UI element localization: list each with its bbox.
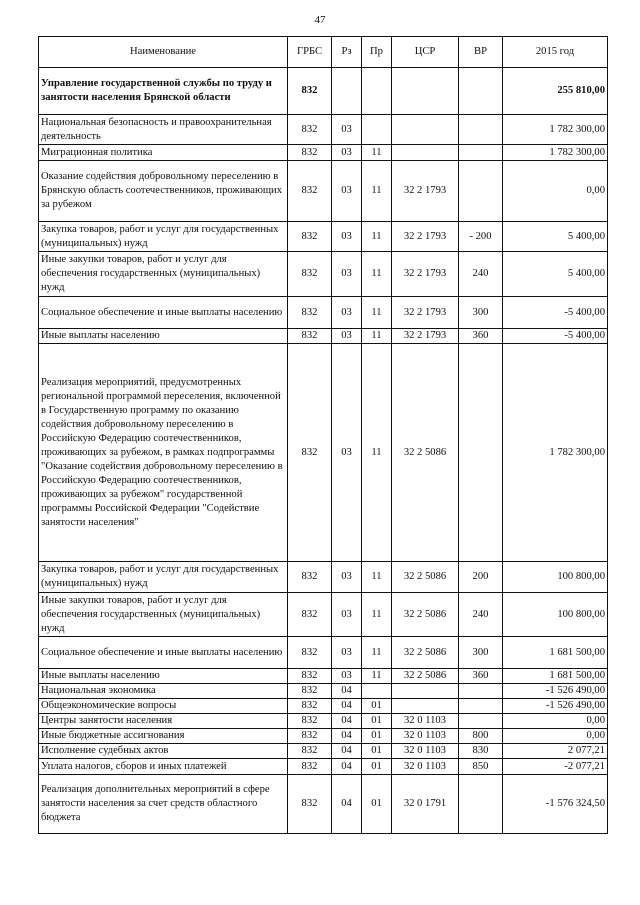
cell-grbs: 832 (288, 775, 332, 834)
cell-vr: 300 (459, 637, 503, 669)
cell-csr: 32 2 1793 (392, 161, 459, 222)
cell-amount: -1 526 490,00 (503, 699, 608, 714)
cell-vr: 240 (459, 593, 503, 637)
cell-vr: 850 (459, 759, 503, 775)
cell-grbs: 832 (288, 562, 332, 593)
cell-rz: 04 (332, 759, 362, 775)
table-row (39, 252, 608, 297)
cell-csr (392, 684, 459, 699)
cell-amount: -1 576 324,50 (503, 775, 608, 834)
cell-csr (392, 699, 459, 714)
cell-grbs: 832 (288, 297, 332, 329)
table-row (39, 297, 608, 329)
cell-vr (459, 699, 503, 714)
cell-csr: 32 2 1793 (392, 222, 459, 252)
cell-rz: 03 (332, 329, 362, 344)
cell-rz: 03 (332, 593, 362, 637)
cell-rz: 03 (332, 562, 362, 593)
cell-name: Центры занятости населения (39, 714, 288, 729)
cell-vr (459, 161, 503, 222)
cell-csr: 32 0 1103 (392, 714, 459, 729)
cell-amount: 5 400,00 (503, 252, 608, 297)
table-row (39, 729, 608, 744)
cell-pr (362, 115, 392, 145)
cell-amount: -5 400,00 (503, 329, 608, 344)
cell-name: Иные бюджетные ассигнования (39, 729, 288, 744)
cell-amount: 1 681 500,00 (503, 637, 608, 669)
cell-csr: 32 2 5086 (392, 593, 459, 637)
cell-name: Иные закупки товаров, работ и услуг для обеспечения государственных (муниципальных) нужд (39, 252, 288, 297)
cell-pr: 11 (362, 222, 392, 252)
cell-name: Уплата налогов, сборов и иных платежей (39, 759, 288, 775)
cell-grbs: 832 (288, 222, 332, 252)
cell-name: Социальное обеспечение и иные выплаты населению (39, 637, 288, 669)
cell-name: Исполнение судебных актов (39, 744, 288, 759)
table-header-row (39, 37, 608, 68)
cell-csr: 32 2 5086 (392, 562, 459, 593)
cell-name: Общеэкономические вопросы (39, 699, 288, 714)
cell-grbs: 832 (288, 115, 332, 145)
cell-amount: -5 400,00 (503, 297, 608, 329)
cell-vr: - 200 (459, 222, 503, 252)
cell-name: Социальное обеспечение и иные выплаты населению (39, 297, 288, 329)
cell-rz (332, 68, 362, 115)
cell-grbs: 832 (288, 593, 332, 637)
cell-csr: 32 0 1791 (392, 775, 459, 834)
cell-grbs: 832 (288, 759, 332, 775)
table-row (39, 222, 608, 252)
cell-vr (459, 115, 503, 145)
cell-name: Управление государственной службы по труду и занятости населения Брянской области (39, 68, 288, 115)
cell-rz: 03 (332, 252, 362, 297)
table-row (39, 68, 608, 115)
cell-rz: 03 (332, 222, 362, 252)
header-csr: ЦСР (392, 37, 459, 68)
cell-pr: 11 (362, 145, 392, 161)
cell-rz: 03 (332, 669, 362, 684)
cell-pr: 11 (362, 637, 392, 669)
cell-pr: 01 (362, 759, 392, 775)
cell-grbs: 832 (288, 684, 332, 699)
table-row (39, 775, 608, 834)
cell-grbs: 832 (288, 145, 332, 161)
cell-vr (459, 684, 503, 699)
cell-name: Миграционная политика (39, 145, 288, 161)
cell-pr: 01 (362, 729, 392, 744)
table-row (39, 161, 608, 222)
cell-pr: 11 (362, 252, 392, 297)
table-row (39, 637, 608, 669)
cell-pr (362, 68, 392, 115)
cell-amount: 1 681 500,00 (503, 669, 608, 684)
cell-grbs: 832 (288, 637, 332, 669)
cell-rz: 03 (332, 344, 362, 562)
cell-pr: 11 (362, 562, 392, 593)
table-row (39, 759, 608, 775)
cell-grbs: 832 (288, 329, 332, 344)
cell-csr: 32 2 1793 (392, 329, 459, 344)
cell-grbs: 832 (288, 729, 332, 744)
cell-name: Иные выплаты населению (39, 329, 288, 344)
table-row (39, 115, 608, 145)
cell-amount: 0,00 (503, 161, 608, 222)
cell-csr: 32 0 1103 (392, 759, 459, 775)
cell-csr: 32 2 1793 (392, 252, 459, 297)
cell-csr: 32 0 1103 (392, 729, 459, 744)
cell-name: Иные выплаты населению (39, 669, 288, 684)
cell-csr: 32 2 5086 (392, 669, 459, 684)
cell-amount: 100 800,00 (503, 593, 608, 637)
cell-csr: 32 0 1103 (392, 744, 459, 759)
cell-amount: -2 077,21 (503, 759, 608, 775)
header-pr: Пр (362, 37, 392, 68)
cell-amount: 1 782 300,00 (503, 145, 608, 161)
cell-pr: 11 (362, 669, 392, 684)
cell-name: Закупка товаров, работ и услуг для государственных (муниципальных) нужд (39, 222, 288, 252)
cell-rz: 04 (332, 729, 362, 744)
page-number: 47 (314, 14, 326, 26)
cell-csr: 32 2 5086 (392, 637, 459, 669)
cell-rz: 03 (332, 637, 362, 669)
cell-grbs: 832 (288, 161, 332, 222)
cell-pr: 01 (362, 699, 392, 714)
cell-grbs: 832 (288, 714, 332, 729)
cell-amount: 255 810,00 (503, 68, 608, 115)
cell-rz: 03 (332, 297, 362, 329)
budget-table (38, 36, 608, 834)
cell-csr: 32 2 5086 (392, 344, 459, 562)
cell-amount: 0,00 (503, 714, 608, 729)
table-row (39, 329, 608, 344)
cell-name: Реализация мероприятий, предусмотренных региональной программой переселения, включенной в Государственную программу по оказанию содействия добровольному переселению в Российскую Федерацию соотечественников, проживающих за рубежом, в рамках подпрограммы "Оказание содействия добровольному переселению в Российскую Федерацию соотечественников, проживающих за рубежом" государственной программы Российской Федерации "Содействие занятости населения" (39, 344, 288, 562)
cell-rz: 03 (332, 161, 362, 222)
table-row (39, 145, 608, 161)
cell-vr (459, 775, 503, 834)
cell-rz: 04 (332, 684, 362, 699)
cell-name: Закупка товаров, работ и услуг для государственных (муниципальных) нужд (39, 562, 288, 593)
cell-amount: 0,00 (503, 729, 608, 744)
table-row (39, 593, 608, 637)
cell-pr: 11 (362, 329, 392, 344)
table-row (39, 562, 608, 593)
cell-amount: -1 526 490,00 (503, 684, 608, 699)
header-name: Наименование (39, 37, 288, 68)
header-rz: Рз (332, 37, 362, 68)
cell-name: Реализация дополнительных мероприятий в сфере занятости населения за счет средств областного бюджета (39, 775, 288, 834)
cell-rz: 04 (332, 714, 362, 729)
cell-rz: 04 (332, 744, 362, 759)
cell-csr (392, 115, 459, 145)
cell-rz: 03 (332, 115, 362, 145)
cell-grbs: 832 (288, 699, 332, 714)
cell-rz: 04 (332, 699, 362, 714)
cell-vr: 830 (459, 744, 503, 759)
cell-vr: 300 (459, 297, 503, 329)
cell-pr (362, 684, 392, 699)
cell-vr: 800 (459, 729, 503, 744)
cell-amount: 2 077,21 (503, 744, 608, 759)
table-row (39, 344, 608, 562)
cell-rz: 03 (332, 145, 362, 161)
cell-grbs: 832 (288, 669, 332, 684)
cell-vr (459, 714, 503, 729)
cell-rz: 04 (332, 775, 362, 834)
cell-grbs: 832 (288, 252, 332, 297)
cell-vr: 360 (459, 329, 503, 344)
header-grbs: ГРБС (288, 37, 332, 68)
cell-pr: 11 (362, 161, 392, 222)
table-row (39, 714, 608, 729)
cell-name: Оказание содействия добровольному переселению в Брянскую область соотечественников, проживающих за рубежом (39, 161, 288, 222)
cell-csr (392, 145, 459, 161)
cell-vr (459, 68, 503, 115)
table-row (39, 699, 608, 714)
cell-amount: 5 400,00 (503, 222, 608, 252)
cell-name: Иные закупки товаров, работ и услуг для обеспечения государственных (муниципальных) нужд (39, 593, 288, 637)
table-body (39, 68, 608, 834)
header-year: 2015 год (503, 37, 608, 68)
cell-pr: 01 (362, 744, 392, 759)
cell-csr: 32 2 1793 (392, 297, 459, 329)
cell-pr: 11 (362, 593, 392, 637)
cell-amount: 1 782 300,00 (503, 115, 608, 145)
cell-vr: 200 (459, 562, 503, 593)
cell-pr: 11 (362, 297, 392, 329)
table-row (39, 684, 608, 699)
table-row (39, 669, 608, 684)
cell-vr: 240 (459, 252, 503, 297)
cell-vr: 360 (459, 669, 503, 684)
header-vr: ВР (459, 37, 503, 68)
cell-pr: 11 (362, 344, 392, 562)
cell-name: Национальная безопасность и правоохранительная деятельность (39, 115, 288, 145)
cell-amount: 1 782 300,00 (503, 344, 608, 562)
cell-pr: 01 (362, 714, 392, 729)
cell-vr (459, 344, 503, 562)
cell-amount: 100 800,00 (503, 562, 608, 593)
cell-grbs: 832 (288, 344, 332, 562)
cell-grbs: 832 (288, 68, 332, 115)
cell-csr (392, 68, 459, 115)
cell-vr (459, 145, 503, 161)
cell-name: Национальная экономика (39, 684, 288, 699)
cell-grbs: 832 (288, 744, 332, 759)
table-row (39, 744, 608, 759)
cell-pr: 01 (362, 775, 392, 834)
